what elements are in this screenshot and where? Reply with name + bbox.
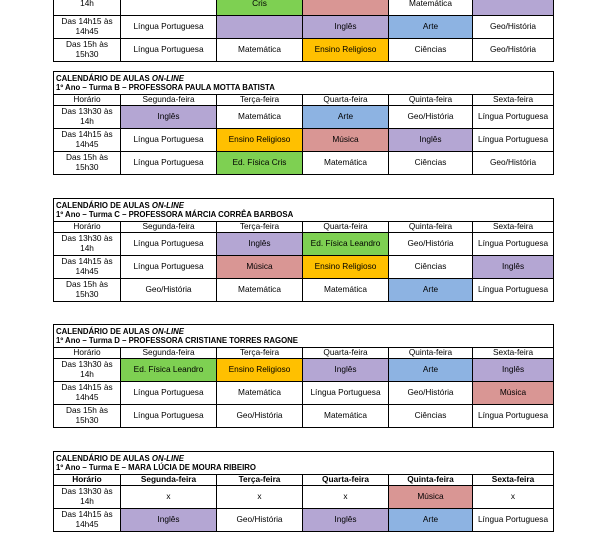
subject-cell: Língua Portuguesa bbox=[121, 39, 217, 62]
subject-cell: Matemática bbox=[217, 39, 303, 62]
subject-cell: Geo/História bbox=[121, 279, 217, 302]
subject-cell: x bbox=[217, 486, 303, 509]
subject-cell: Geo/História bbox=[473, 16, 554, 39]
table-row bbox=[54, 256, 554, 279]
subject-cell: Língua Portuguesa bbox=[473, 279, 554, 302]
title-line-2: 1º Ano – Turma E – MARA LÚCIA DE MOURA RIBEIRO bbox=[56, 463, 256, 472]
subject-cell: Língua Portuguesa bbox=[473, 129, 554, 152]
table-title bbox=[54, 452, 554, 475]
subject-cell: Inglês bbox=[217, 233, 303, 256]
table-header-row bbox=[54, 222, 554, 233]
subject-cell: Ensino Religioso bbox=[303, 256, 389, 279]
header-cell: Terça-feira bbox=[217, 348, 303, 359]
table-header-row bbox=[54, 95, 554, 106]
header-cell: Quinta-feira bbox=[389, 348, 473, 359]
header-cell: Segunda-feira bbox=[121, 475, 217, 486]
subject-cell: Geo/História bbox=[389, 106, 473, 129]
subject-cell bbox=[121, 0, 217, 16]
subject-cell: Língua Portuguesa bbox=[121, 16, 217, 39]
header-cell: Quinta-feira bbox=[389, 95, 473, 106]
subject-cell: Ed. Física Leandro bbox=[121, 359, 217, 382]
header-cell: Horário bbox=[54, 475, 121, 486]
header-cell: Terça-feira bbox=[217, 95, 303, 106]
table-row bbox=[54, 382, 554, 405]
schedule-table-turma-d bbox=[53, 324, 554, 428]
subject-cell: Inglês bbox=[303, 16, 389, 39]
title-line-1 bbox=[56, 454, 551, 464]
subject-cell: Música bbox=[473, 382, 554, 405]
time-cell: Das 13h30 às 14h bbox=[54, 233, 121, 256]
subject-cell: Matemática bbox=[217, 106, 303, 129]
title-line-1 bbox=[56, 74, 551, 84]
subject-cell: Inglês bbox=[389, 129, 473, 152]
table-row bbox=[54, 39, 554, 62]
table-row bbox=[54, 129, 554, 152]
subject-cell bbox=[473, 0, 554, 16]
title-prefix: CALENDÁRIO DE AULAS bbox=[56, 200, 150, 210]
time-cell: Das 14h15 às 14h45 bbox=[54, 382, 121, 405]
subject-cell: Música bbox=[217, 256, 303, 279]
time-cell: Das 15h às 15h30 bbox=[54, 39, 121, 62]
title-line-2: 1º Ano – Turma D – PROFESSORA CRISTIANE TORRES RAGONE bbox=[56, 336, 298, 345]
subject-cell: Arte bbox=[389, 509, 473, 532]
subject-cell: Inglês bbox=[121, 509, 217, 532]
header-cell: Sexta-feira bbox=[473, 475, 554, 486]
title-online: ON-LINE bbox=[151, 200, 184, 210]
subject-cell: Geo/História bbox=[389, 382, 473, 405]
subject-cell: Ensino Religioso bbox=[217, 359, 303, 382]
table-header-row bbox=[54, 348, 554, 359]
subject-cell: Língua Portuguesa bbox=[121, 233, 217, 256]
header-cell: Sexta-feira bbox=[473, 348, 554, 359]
subject-cell: Ed. Física Cris bbox=[217, 152, 303, 175]
header-cell: Horário bbox=[54, 222, 121, 233]
subject-cell: x bbox=[121, 486, 217, 509]
table-title bbox=[54, 199, 554, 222]
subject-cell: Língua Portuguesa bbox=[473, 233, 554, 256]
subject-cell bbox=[303, 0, 389, 16]
time-cell: Das 14h15 às 14h45 bbox=[54, 509, 121, 532]
subject-cell: Matemática bbox=[389, 0, 473, 16]
subject-cell: Ciências bbox=[389, 256, 473, 279]
subject-cell: Arte bbox=[303, 106, 389, 129]
title-online: ON-LINE bbox=[151, 73, 184, 83]
subject-cell: Ciências bbox=[389, 405, 473, 428]
table-title-row bbox=[54, 452, 554, 475]
subject-cell: Língua Portuguesa bbox=[121, 256, 217, 279]
header-cell: Horário bbox=[54, 348, 121, 359]
subject-cell: Inglês bbox=[303, 509, 389, 532]
title-prefix: CALENDÁRIO DE AULAS bbox=[56, 73, 150, 83]
title-line-1 bbox=[56, 201, 551, 211]
time-cell: Das 15h às 15h30 bbox=[54, 279, 121, 302]
subject-cell: Geo/História bbox=[389, 233, 473, 256]
subject-cell: Música bbox=[303, 129, 389, 152]
table-row bbox=[54, 509, 554, 532]
subject-cell: Língua Portuguesa bbox=[121, 405, 217, 428]
table-row bbox=[54, 233, 554, 256]
subject-cell: Arte bbox=[389, 279, 473, 302]
header-cell: Quarta-feira bbox=[303, 475, 389, 486]
subject-cell: Ed. Física Leandro bbox=[303, 233, 389, 256]
title-line-2: 1º Ano – Turma C – PROFESSORA MÁRCIA CORRÊA BARBOSA bbox=[56, 210, 294, 219]
subject-cell: Matemática bbox=[217, 279, 303, 302]
table-row bbox=[54, 106, 554, 129]
title-prefix: CALENDÁRIO DE AULAS bbox=[56, 453, 150, 463]
subject-cell bbox=[217, 16, 303, 39]
subject-cell: Ciências bbox=[389, 152, 473, 175]
subject-cell: Geo/História bbox=[217, 509, 303, 532]
time-cell: Das 13h30 às 14h bbox=[54, 486, 121, 509]
header-cell: Horário bbox=[54, 95, 121, 106]
table-title bbox=[54, 72, 554, 95]
header-cell: Segunda-feira bbox=[121, 348, 217, 359]
schedule-table-turma-a bbox=[53, 0, 554, 62]
table-row bbox=[54, 16, 554, 39]
table-title-row bbox=[54, 72, 554, 95]
schedule-table-turma-b bbox=[53, 71, 554, 175]
table-row bbox=[54, 486, 554, 509]
header-cell: Quarta-feira bbox=[303, 95, 389, 106]
table-row bbox=[54, 0, 554, 16]
subject-cell: Matemática bbox=[303, 152, 389, 175]
time-cell: 14h bbox=[54, 0, 121, 16]
subject-cell: Cris bbox=[217, 0, 303, 16]
schedule-table-turma-c bbox=[53, 198, 554, 302]
subject-cell: Ensino Religioso bbox=[303, 39, 389, 62]
time-cell: Das 14h15 às 14h45 bbox=[54, 129, 121, 152]
title-online: ON-LINE bbox=[151, 326, 184, 336]
time-cell: Das 15h às 15h30 bbox=[54, 152, 121, 175]
schedule-table-turma-e bbox=[53, 451, 554, 532]
header-cell: Terça-feira bbox=[217, 222, 303, 233]
title-line-2: 1º Ano – Turma B – PROFESSORA PAULA MOTTA BATISTA bbox=[56, 83, 275, 92]
title-line-1 bbox=[56, 327, 551, 337]
table-title bbox=[54, 325, 554, 348]
subject-cell: Língua Portuguesa bbox=[121, 152, 217, 175]
header-cell: Terça-feira bbox=[217, 475, 303, 486]
subject-cell: Inglês bbox=[303, 359, 389, 382]
title-online: ON-LINE bbox=[151, 453, 184, 463]
header-cell: Quarta-feira bbox=[303, 222, 389, 233]
subject-cell: Língua Portuguesa bbox=[473, 509, 554, 532]
subject-cell: Inglês bbox=[473, 359, 554, 382]
subject-cell: Língua Portuguesa bbox=[473, 405, 554, 428]
header-cell: Quinta-feira bbox=[389, 222, 473, 233]
time-cell: Das 13h30 às 14h bbox=[54, 106, 121, 129]
time-cell: Das 13h30 às 14h bbox=[54, 359, 121, 382]
subject-cell: Ensino Religioso bbox=[217, 129, 303, 152]
subject-cell: Língua Portuguesa bbox=[121, 129, 217, 152]
table-row bbox=[54, 279, 554, 302]
header-cell: Segunda-feira bbox=[121, 222, 217, 233]
header-cell: Segunda-feira bbox=[121, 95, 217, 106]
time-cell: Das 14h15 às 14h45 bbox=[54, 16, 121, 39]
subject-cell: Língua Portuguesa bbox=[473, 106, 554, 129]
header-cell: Sexta-feira bbox=[473, 222, 554, 233]
table-row bbox=[54, 405, 554, 428]
header-cell: Quinta-feira bbox=[389, 475, 473, 486]
table-title-row bbox=[54, 199, 554, 222]
subject-cell: Geo/História bbox=[473, 39, 554, 62]
table-title-row bbox=[54, 325, 554, 348]
subject-cell: Matemática bbox=[217, 382, 303, 405]
time-cell: Das 15h às 15h30 bbox=[54, 405, 121, 428]
subject-cell: Geo/História bbox=[217, 405, 303, 428]
subject-cell: Arte bbox=[389, 359, 473, 382]
title-prefix: CALENDÁRIO DE AULAS bbox=[56, 326, 150, 336]
table-row bbox=[54, 359, 554, 382]
header-cell: Sexta-feira bbox=[473, 95, 554, 106]
subject-cell: x bbox=[473, 486, 554, 509]
subject-cell: Matemática bbox=[303, 405, 389, 428]
subject-cell: Inglês bbox=[473, 256, 554, 279]
subject-cell: Inglês bbox=[121, 106, 217, 129]
subject-cell: Música bbox=[389, 486, 473, 509]
header-cell: Quarta-feira bbox=[303, 348, 389, 359]
subject-cell: Ciências bbox=[389, 39, 473, 62]
time-cell: Das 14h15 às 14h45 bbox=[54, 256, 121, 279]
subject-cell: Língua Portuguesa bbox=[121, 382, 217, 405]
subject-cell: Arte bbox=[389, 16, 473, 39]
subject-cell: x bbox=[303, 486, 389, 509]
subject-cell: Matemática bbox=[303, 279, 389, 302]
table-header-row bbox=[54, 475, 554, 486]
table-row bbox=[54, 152, 554, 175]
subject-cell: Geo/História bbox=[473, 152, 554, 175]
subject-cell: Língua Portuguesa bbox=[303, 382, 389, 405]
